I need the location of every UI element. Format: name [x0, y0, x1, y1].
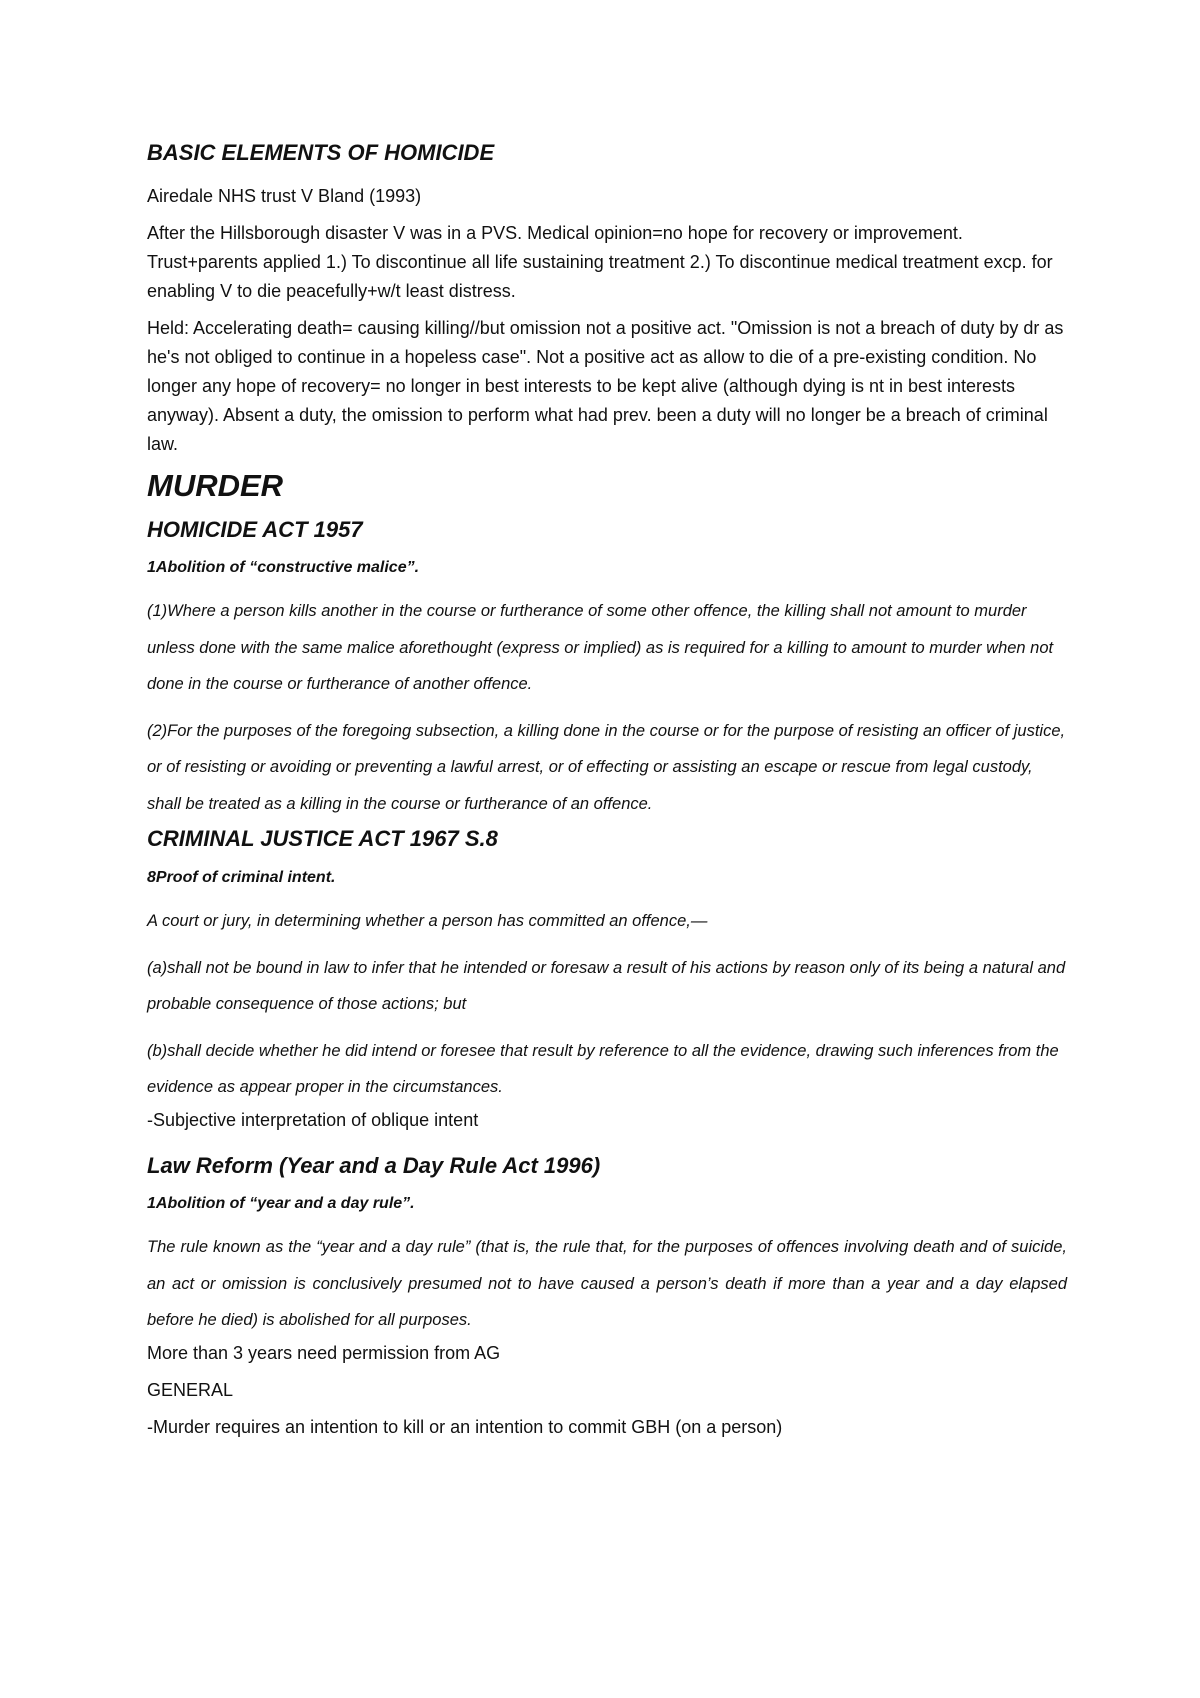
case-facts: After the Hillsborough disaster V was in a PVS. Medical opinion=no hope for recovery or improvement. Trust+parents applied 1.) To discontinue all life sustaining treatment 2.) To discontinue medical treatment excp. for enabling V to die peacefully+w/t least distress. [147, 223, 1053, 302]
general-point: -Murder requires an intention to kill or an intention to commit GBH (on a person) [147, 1416, 783, 1437]
homicide-act-heading: HOMICIDE ACT 1957 [147, 516, 363, 542]
cja-paragraph-a: (a)shall not be bound in law to infer that he intended or foresaw a result of his actions by reason only of its being a natural and probable consequence of those actions; but [147, 958, 1066, 1014]
law-reform-note: More than 3 years need permission from AG [147, 1342, 501, 1363]
section-heading-basic-elements: BASIC ELEMENTS OF HOMICIDE [147, 140, 495, 165]
document-page [147, 140, 1067, 1450]
case-name: Airedale NHS trust V Bland (1993) [147, 186, 422, 207]
homicide-act-subsection-2: (2)For the purposes of the foregoing subsection, a killing done in the course or for the purpose of resisting an officer of justice, or of resisting or avoiding or preventing a lawful arrest, or of effecting or assisting an escape or rescue from legal custody, shall be treated as a killing in the course or furtherance of an offence. [147, 721, 1066, 813]
cja-intro: A court or jury, in determining whether a person has committed an offence,— [147, 912, 708, 931]
cja-section-heading: 8Proof of criminal intent. [147, 868, 336, 886]
law-reform-heading: Law Reform (Year and a Day Rule Act 1996) [147, 1152, 601, 1178]
homicide-act-section-heading: 1Abolition of “constructive malice”. [147, 558, 420, 576]
case-held: Held: Accelerating death= causing killing//but omission not a positive act. "Omission is not a breach of duty by dr as he's not obliged to continue in a hopeless case". Not a positive act as allow to die of a pre-existing condition. No longer any hope of recovery= no longer in best interests to be kept alive (although dying is nt in best interests anyway). Absent a duty, the omission to perform what had prev. been a duty will no longer be a breach of criminal law. [147, 318, 1064, 455]
cja-note: -Subjective interpretation of oblique intent [147, 1109, 479, 1130]
law-reform-section-heading: 1Abolition of “year and a day rule”. [147, 1195, 415, 1213]
general-heading: GENERAL [147, 1379, 234, 1400]
cja-paragraph-b: (b)shall decide whether he did intend or foresee that result by reference to all the evidence, drawing such inferences from the evidence as appear proper in the circumstances. [147, 1041, 1059, 1097]
homicide-act-subsection-1: (1)Where a person kills another in the course or furtherance of some other offence, the killing shall not amount to murder unless done with the same malice aforethought (express or implied) as is required for a killing to amount to murder when not done in the course or furtherance of another offence. [147, 602, 1054, 694]
murder-heading: MURDER [147, 468, 284, 504]
law-reform-paragraph: The rule known as the “year and a day rule” (that is, the rule that, for the purposes of offences involving death and of suicide, an act or omission is conclusively presumed not to have caused a person’s death if more than a year and a day elapsed before he died) is abolished for all purposes. [147, 1238, 1067, 1330]
cja-heading: CRIMINAL JUSTICE ACT 1967 S.8 [147, 826, 498, 852]
